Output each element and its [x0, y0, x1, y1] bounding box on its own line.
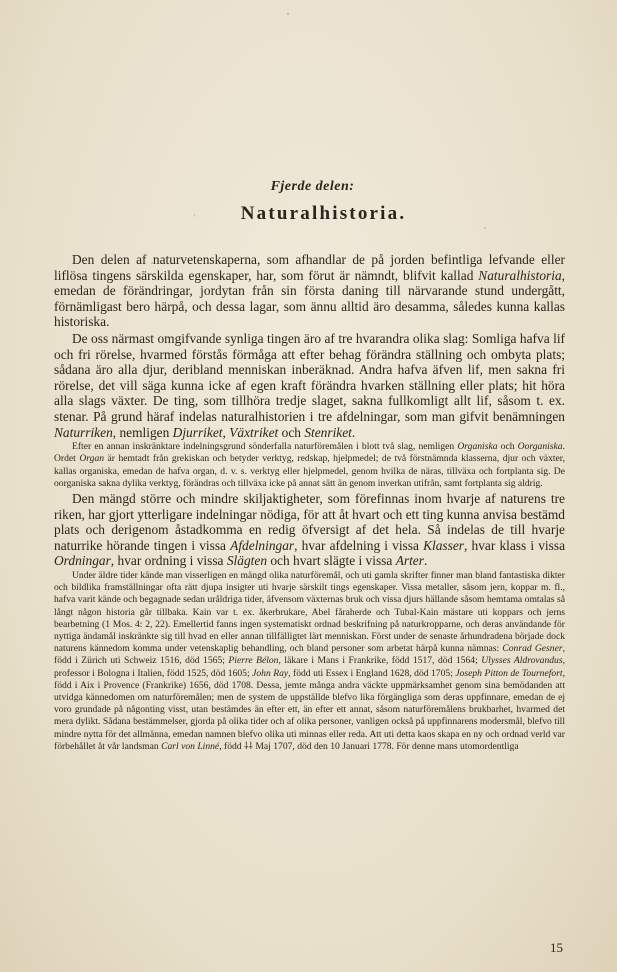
text-run: , född i Zürich uti Schweiz 1516, död 1565;: [54, 643, 565, 667]
italic-term: Slägten: [226, 553, 268, 569]
text-run: , hvar afdelning i vissa: [294, 537, 424, 553]
body-paragraph: [54, 491, 565, 569]
text-run: , hvar ordning i vissa: [110, 553, 227, 569]
text-run: , nemligen: [112, 424, 173, 440]
chapter-heading: [0, 178, 617, 226]
section-title: Naturalhistoria.: [240, 203, 407, 224]
italic-term: Organiska: [457, 441, 498, 453]
italic-term: Ulysses Aldrovandus: [481, 655, 563, 667]
text-run: , professor i Bologna i Italien, född 1525, död 1605;: [54, 655, 565, 679]
body-paragraph: [54, 252, 565, 330]
italic-term: Organ: [79, 453, 105, 465]
italic-term: Joseph Pitton de Tournefort: [455, 667, 563, 679]
note-paragraph: [54, 570, 565, 753]
page-number: 15: [550, 940, 563, 955]
italic-term: Naturriken: [54, 424, 113, 440]
italic-term: Ordningar: [54, 553, 111, 569]
text-run: , född i Aix i Provence (Frankrike) 1656, död 1708. Dessa, jemte många andra väckte uppmärksamhet genom sina bemödanden att utvidga kännedomen om naturföremålen; men de system de uppställde blefvo lika förgängliga som deras uppfinnare, emedan de ej voro grundade på någonting visst, utan bestämdes än efter ett, än efter ett annat, såsom naturföremålens brukbarhet, hvarmed det mera dylikt. Sådana bestämmelser, gjorda på olika tider och af olika personer, vanligen också på uppfinnarens modersmål, blefvo till mindre nytta för det allmänna, emedan namnen blefvo olika uti minnas eller reda. Att uti detta kaos skapa en ny och ordnad verld var förbehållet åt vår landsman: [54, 667, 566, 752]
italic-term: Oorganiska: [517, 441, 563, 453]
text-run: Efter en annan inskränktare indelningsgrund sönderfalla naturföremålen i blott två slag, nemligen: [72, 441, 458, 453]
italic-term: Afdelningar: [230, 537, 295, 553]
text-run: .: [423, 553, 428, 569]
text-run: De oss närmast omgifvande synliga tingen äro af tre hvarandra olika slag: Somliga hafva lif och fri rörelse, hvarmed förstås förmåga att efter behag förändra ställning och ombyta plats; sådana äro alla djur, deribland menniskan inberäknad. Andra hafva äfven lif, men sakna fri rörelse, det vill säga kunna icke af egen kraft förändra hvarken ställning eller plats; hit höra alla slags växter. De ting, som tillhöra tredje slaget, sakna fullkomligt allt lif, såsom t. ex. stenar. På grund häraf indelas naturalhistorien i tre afdelningar, som man gifvit benämningen: [54, 330, 565, 424]
text-run: . Ordet: [54, 441, 565, 465]
italic-term: Conrad Gesner: [502, 643, 563, 655]
text-run: och: [497, 441, 518, 453]
body-text: [54, 252, 565, 753]
part-title: Fjerde delen:: [270, 179, 355, 194]
italic-term: Klasser: [423, 537, 465, 553]
italic-term: Djurriket: [172, 424, 223, 440]
text-run: är hemtadt från grekiskan och betyder verktyg, redskap, hjelpmedel; de två förstnämnda klasserna, djur och växter, kallas organiska, emedan de hafva organ, d. v. s. verktyg eller hjelpmedel, genom hvilka de näras, tillväxa och fortplanta sig. De oorganiska sakna dylika verktyg, förändras och tillväxa icke på annat sätt än genom inverkan utifrån, samt fortplanta sig aldrig.: [54, 453, 565, 489]
note-paragraph: [54, 441, 565, 490]
scan-speck: [484, 227, 486, 229]
text-run: Den delen af naturvetenskaperna, som afhandlar de på jorden befintliga lefvande eller liflösa tingens särskilda egenskaper, har, som förut är nämndt, blifvit kallad: [54, 252, 565, 283]
body-paragraph: [54, 331, 565, 440]
scan-speck: [287, 13, 289, 15]
text-run: Under äldre tider kände man visserligen en mängd olika naturföremål, och uti gamla skrifter finner man bland fantastiska dikter och bildlika framställningar ofta rätt djupa insigter uti hvarje särskilt tings egenskaper. Vissa metaller, såsom jern, koppar m. fl., hafva varit kände och begagnade sedan uråldriga tider, äfvensom växternas bruk och vissa djurs hällande såsom hemtama omtalas så långt någon historia går tillbaka. Kain var t. ex. åkerbrukare, Abel fåraherde och Tubal-Kain mästare uti koppars och jerns bearbetning (1 Mos. 4: 2, 22). Emellertid fanns ingen systematiskt ordnad beskrifning på naturkropparne, och deras användande för nyttiga ändamål inskränkte sig till hvad en eller annan tillfälligtet lärt menniskan. Först under de senaste århundradena började dock naturens kännedom komma under vetenskaplig behandling, och bland personer som arbetat härpå kunna nämnas:: [54, 569, 565, 655]
scan-speck: [194, 214, 195, 217]
text-run: och: [278, 424, 305, 440]
text-run: Den mängd större och mindre skiljaktigheter, som förefinnas inom hvarje af naturens tre riken, har gjort ytterligare indelningar nödiga, för att åt hvart och ett ting kunna anvisa bestämd plats och derigenom åstadkomma en redig öfversigt af det hela. Så indelas de till hvarje naturrike hörande tingen i vissa: [54, 490, 565, 553]
italic-term: Carl von Linné: [161, 740, 220, 752]
italic-term: Arter: [395, 553, 424, 569]
italic-term: Stenriket: [304, 424, 352, 440]
scan-speck: [151, 262, 153, 264]
text-run: , emedan de förändringar, jordytan från sin första daning till närvarande stund undergått, förnämligast bero härpå, och dessa lagar, som ännu alltid äro desamma, således kunna kallas historiska.: [54, 267, 565, 330]
italic-term: Naturalhistoria: [478, 267, 562, 283]
text-run: , född ⸸⸸ Maj 1707, död den 10 Januari 1778. För denne mans utomordentliga: [219, 740, 519, 752]
text-run: , född uti Essex i England 1628, död 1705;: [288, 667, 456, 679]
italic-term: Växtriket: [229, 424, 279, 440]
text-run: och hvart slägte i vissa: [267, 553, 396, 569]
italic-term: John Ray: [252, 667, 289, 679]
text-run: .: [351, 424, 356, 440]
text-run: , hvar klass i vissa: [464, 537, 566, 553]
text-run: , läkare i Mans i Frankrike, född 1517, död 1564;: [278, 655, 482, 667]
italic-term: Pierre Bélon: [228, 655, 279, 667]
text-run: ,: [222, 424, 230, 440]
